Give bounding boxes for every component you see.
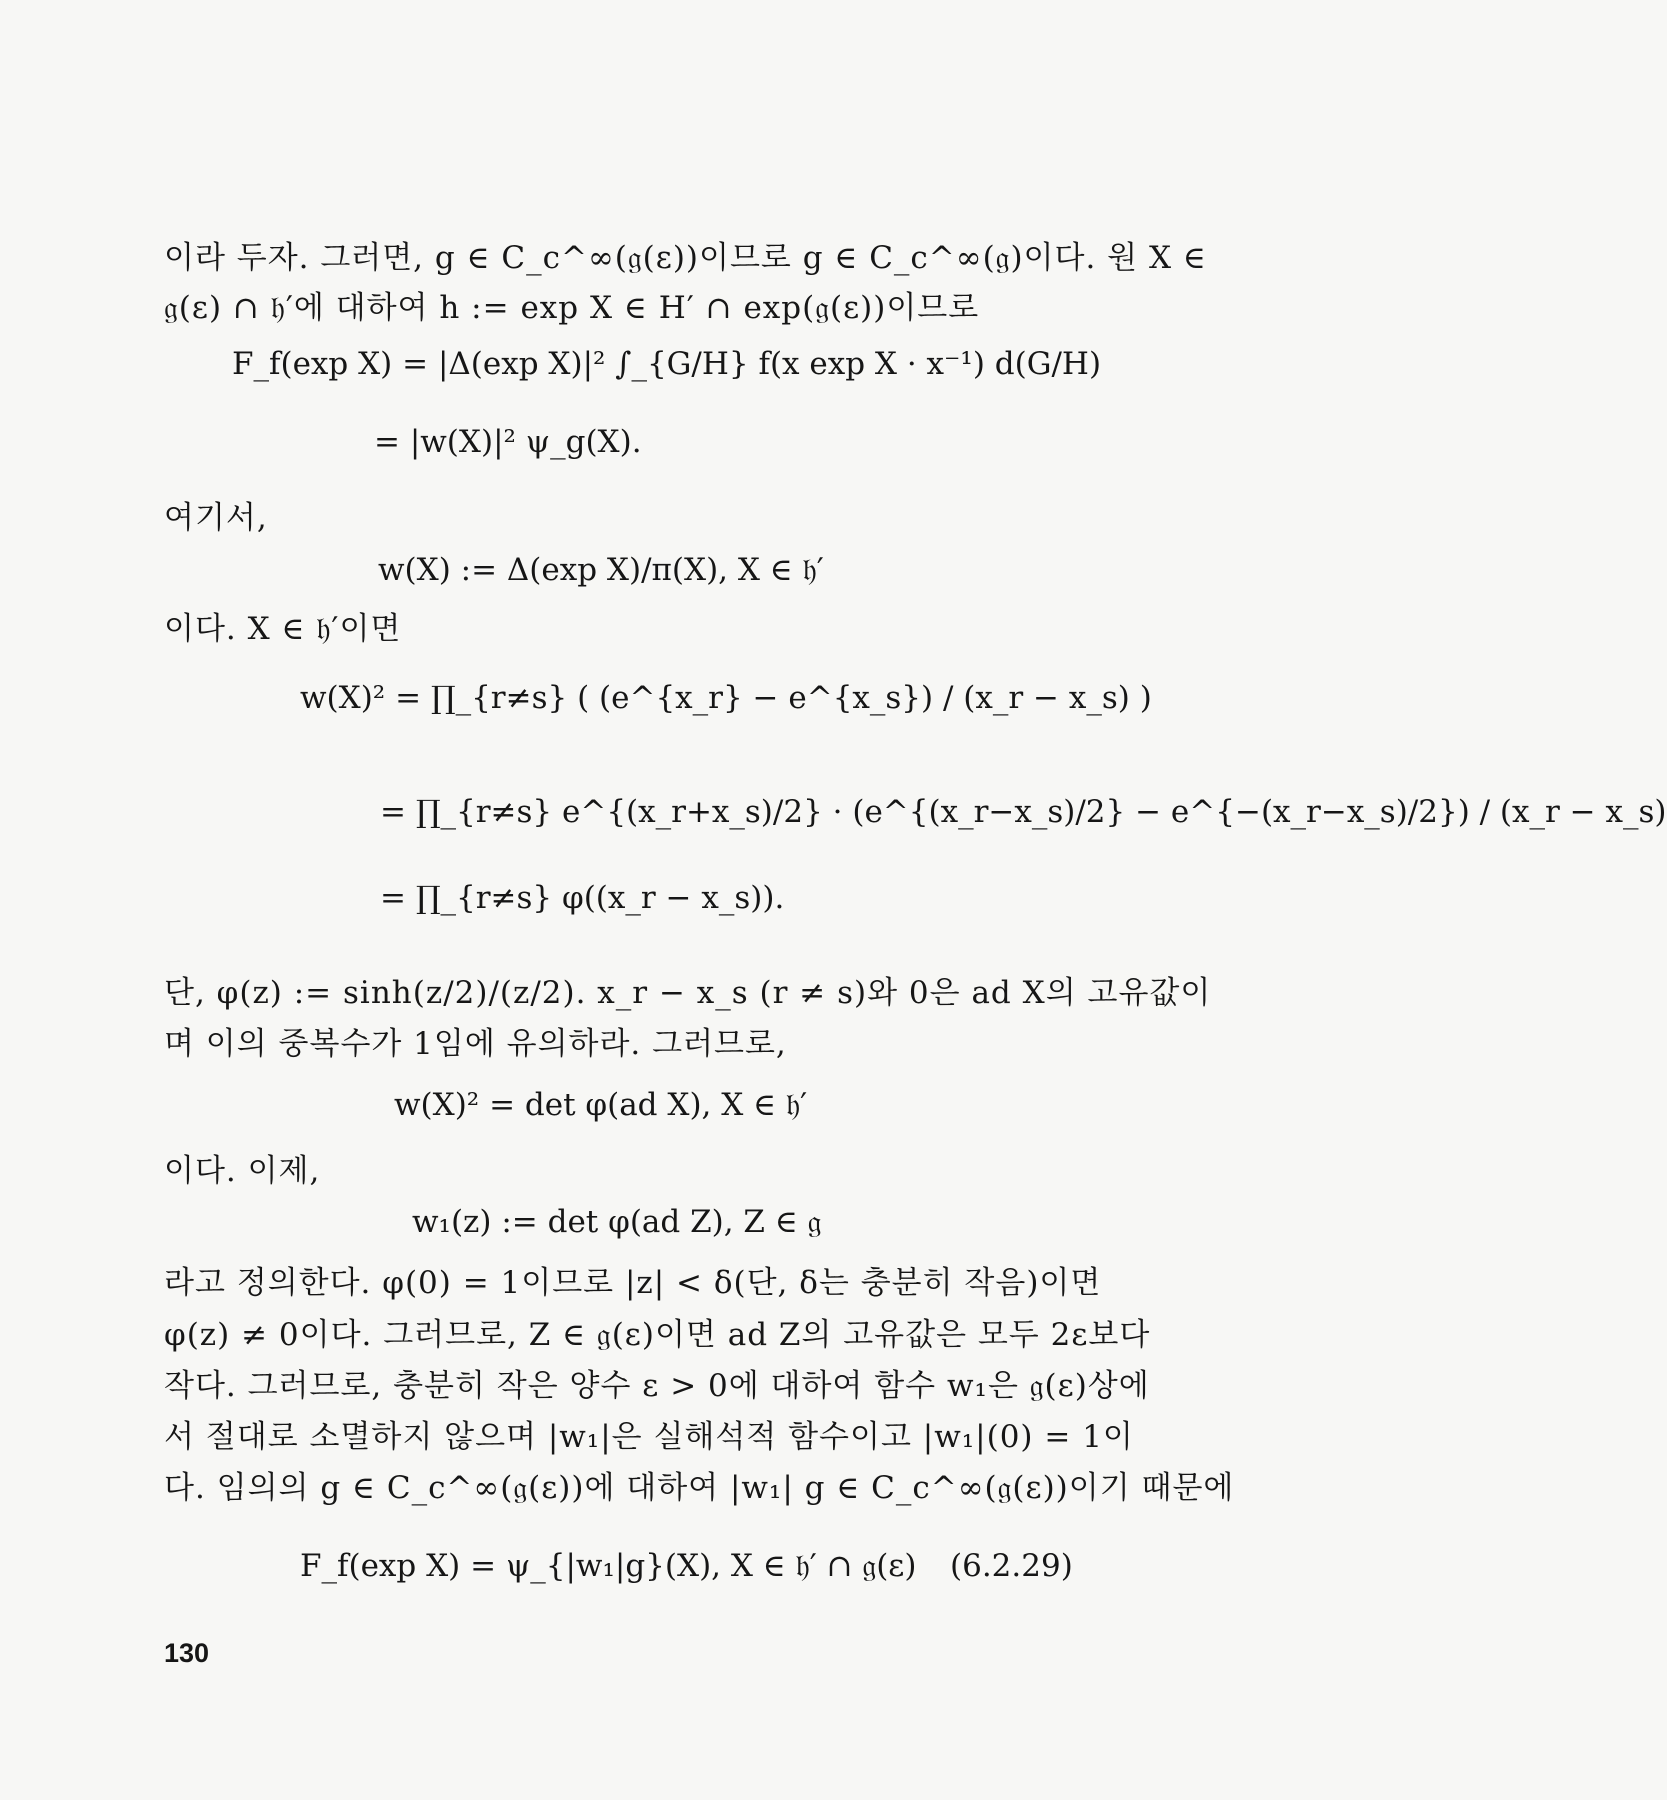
paragraph-line: 단, φ(z) := sinh(z/2)/(z/2). x_r − x_s (r ≠ s)와 0은 ad X의 고유값이: [164, 975, 1212, 1011]
paragraph-line: 𝔤(ε) ∩ 𝔥′에 대하여 h := exp X ∈ H′ ∩ exp(𝔤(ε))이므로: [164, 290, 980, 326]
paragraph-line: φ(z) ≠ 0이다. 그러므로, Z ∈ 𝔤(ε)이면 ad Z의 고유값은 모두 2ε보다: [164, 1317, 1151, 1353]
equation-integral-result: = |w(X)|² ψ_g(X).: [374, 424, 642, 460]
equation-w1-definition: w₁(z) := det φ(ad Z), Z ∈ 𝔤: [412, 1204, 822, 1240]
paragraph-line: 이라 두자. 그러면, g ∈ C_c^∞(𝔤(ε))이므로 g ∈ C_c^∞(𝔤)이다. 원 X ∈: [164, 240, 1207, 276]
paragraph-line: 이다. X ∈ 𝔥′이면: [164, 611, 402, 647]
equation-6-2-29: F_f(exp X) = ψ_{|w₁|g}(X), X ∈ 𝔥′ ∩ 𝔤(ε): [300, 1548, 917, 1584]
equation-product-2: = ∏_{r≠s} e^{(x_r+x_s)/2} · (e^{(x_r−x_s)/2} − e^{−(x_r−x_s)/2}) / (x_r − x_s): [380, 794, 1667, 830]
equation-w-definition: w(X) := Δ(exp X)/π(X), X ∈ 𝔥′: [378, 552, 824, 588]
paragraph-line: 작다. 그러므로, 충분히 작은 양수 ε > 0에 대하여 함수 w₁은 𝔤(ε)상에: [164, 1368, 1150, 1404]
equation-det: w(X)² = det φ(ad X), X ∈ 𝔥′: [394, 1087, 808, 1123]
paragraph-line: 라고 정의한다. φ(0) = 1이므로 |z| < δ(단, δ는 충분히 작음)이면: [164, 1265, 1102, 1301]
equation-product-3: = ∏_{r≠s} φ((x_r − x_s)).: [380, 880, 785, 916]
paragraph-line: 이다. 이제,: [164, 1153, 321, 1189]
equation-product-1: w(X)² = ∏_{r≠s} ( (e^{x_r} − e^{x_s}) / (x_r − x_s) ): [300, 680, 1152, 716]
page-number: 130: [164, 1638, 210, 1668]
equation-number: (6.2.29): [950, 1548, 1073, 1584]
paragraph-line: 여기서,: [164, 500, 268, 536]
equation-integral: F_f(exp X) = |Δ(exp X)|² ∫_{G/H} f(x exp X · x⁻¹) d(G/H): [232, 346, 1102, 382]
paragraph-line: 다. 임의의 g ∈ C_c^∞(𝔤(ε))에 대하여 |w₁| g ∈ C_c^∞(𝔤(ε))이기 때문에: [164, 1470, 1235, 1506]
paragraph-line: 며 이의 중복수가 1임에 유의하라. 그러므로,: [164, 1026, 787, 1062]
paragraph-line: 서 절대로 소멸하지 않으며 |w₁|은 실해석적 함수이고 |w₁|(0) = 1이: [164, 1419, 1134, 1455]
